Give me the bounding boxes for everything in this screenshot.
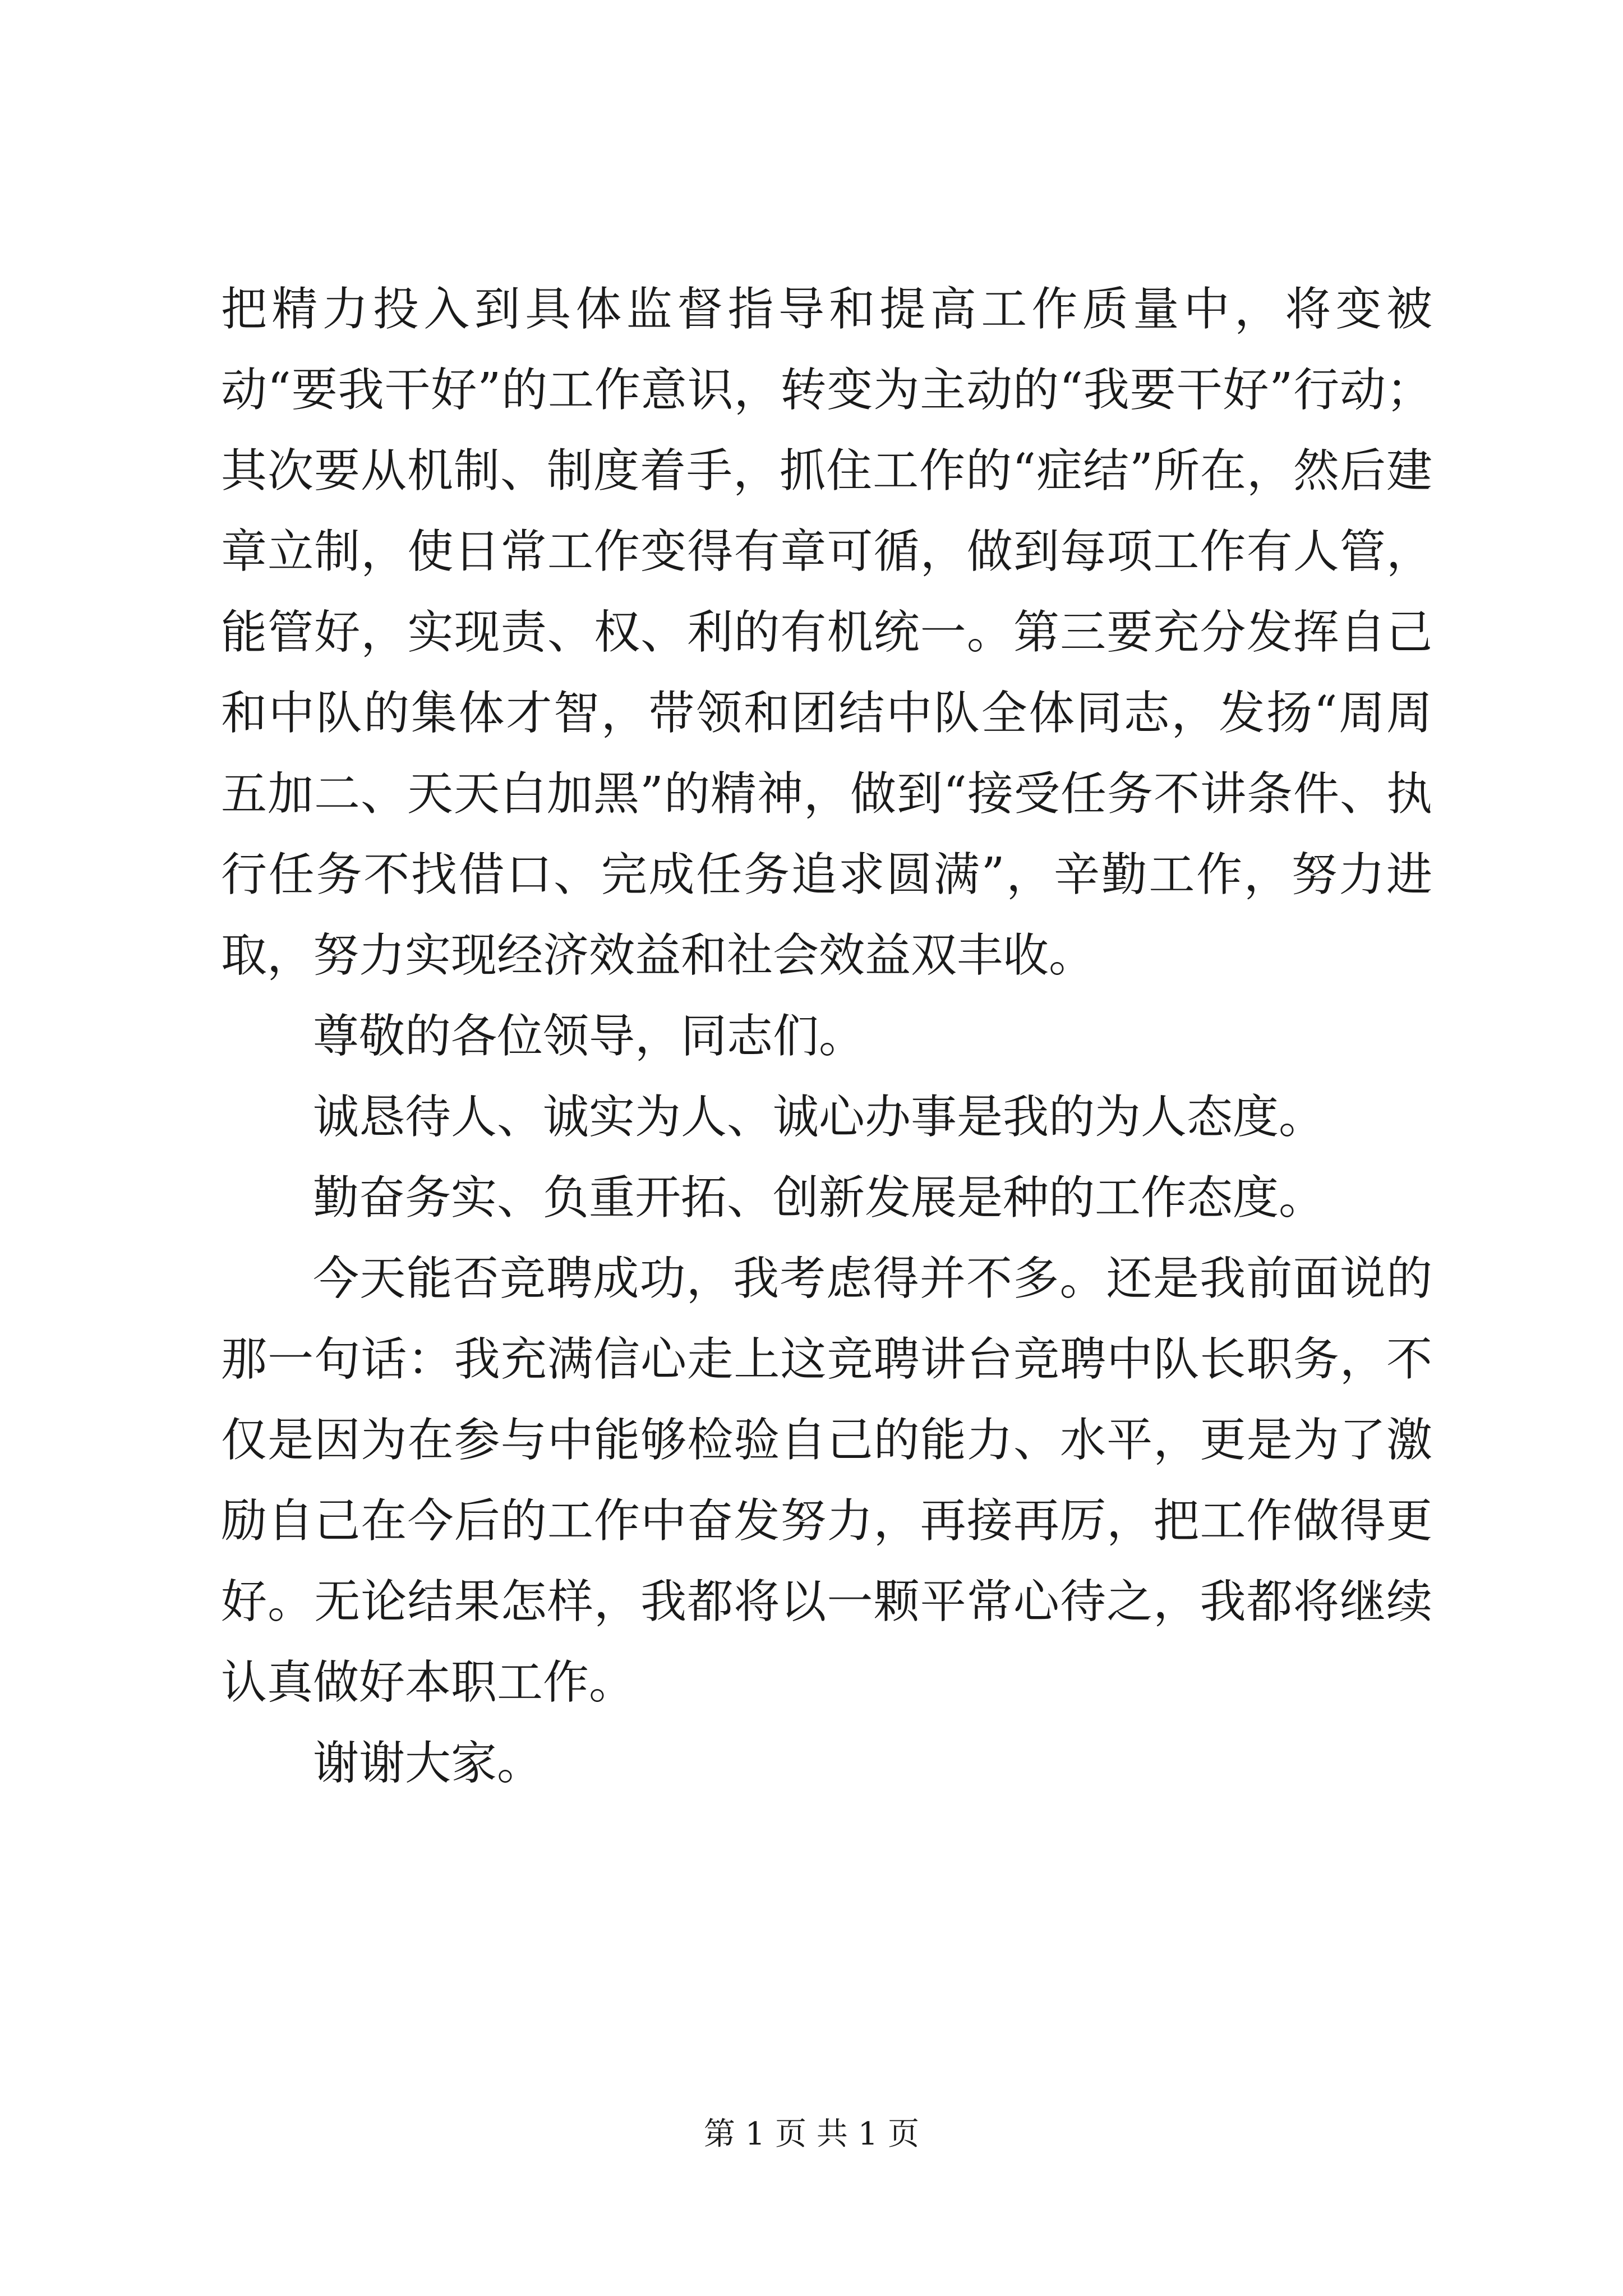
paragraph-attitude-person: 诚恳待人、诚实为人、诚心办事是我的为人态度。 [313, 1091, 1325, 1144]
page-footer [0, 2115, 1623, 2154]
paragraph-closing-statement: 今天能否竞聘成功，我考虑得并不多。还是我前面说的那一句话：我充满信心走上这竞聘讲台竞聘中队长职务，不仅是因为在参与中能够检验自己的能力、水平，更是为了激励自己在今后的工作中奋发努力，再接再厉，把工作做得更好。无论结果怎样，我都将以一颗平常心待之，我都将继续认真做好本职工作。 [221, 1252, 1432, 1709]
page-number: 第 1 页 共 1 页 [703, 2116, 920, 2152]
document-body [221, 269, 1432, 1804]
paragraph-continuation: 把精力投入到具体监督指导和提高工作质量中，将变被动“要我干好”的工作意识，转变为主动的“我要干好”行动；其次要从机制、制度着手，抓住工作的“症结”所在，然后建章立制，使日常工作变得有章可循，做到每项工作有人管，能管好，实现责、权、利的有机统一。第三要充分发挥自己和中队的集体才智，带领和团结中队全体同志，发扬“周周五加二、天天白加黑”的精神，做到“接受任务不讲条件、执行任务不找借口、完成任务追求圆满”，辛勤工作，努力进取，努力实现经济效益和社会效益双丰收。 [221, 283, 1432, 982]
paragraph-attitude-work: 勤奋务实、负重开拓、创新发展是种的工作态度。 [313, 1171, 1325, 1225]
paragraph-thanks: 谢谢大家。 [313, 1737, 543, 1790]
paragraph-salutation: 尊敬的各位领导，同志们。 [313, 1010, 865, 1063]
